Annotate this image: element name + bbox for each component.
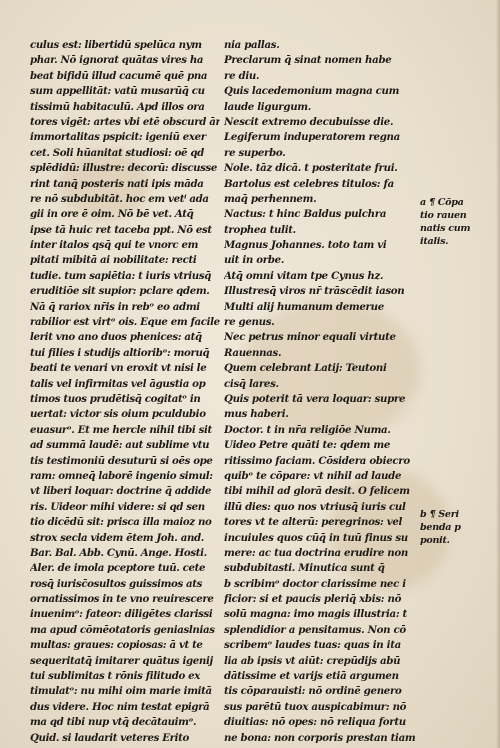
- text-line: tores vigēt: artes vbi etē obscurd ār: [30, 115, 220, 128]
- text-line: mere: ac tua doctrina erudire non: [224, 546, 409, 559]
- text-line: beat bifidū illud cacumē quē pna: [30, 69, 208, 82]
- text-line: cisq̄ lares.: [224, 377, 279, 390]
- text-line: ipse tā huic ret taceba ppt. Nō est: [30, 223, 212, 236]
- text-line: re genus.: [224, 316, 275, 329]
- text-line: dātissime et varijs etiā argumen: [224, 670, 399, 683]
- text-line: inuenimᵒ: fateor: diligētes clarissi: [30, 608, 213, 621]
- text-line: inter italos qsq̄ qui te vnorc em: [30, 239, 199, 252]
- text-line: splēdidū: illustre: decorū: discusse: [30, 162, 218, 175]
- text-line: ma qd tibi nup vtq̄ decātauimᵒ.: [30, 716, 197, 729]
- text-line: pitati mibitā ai nobilitate: recti: [30, 254, 197, 267]
- text-line: dus videre. Hoc nim testat epigrā: [30, 700, 210, 713]
- text-line: lia ab ipsis vt aiūt: crepūdijs abū: [224, 654, 401, 667]
- text-line: immortalitas pspicit: igeniū exer: [30, 131, 206, 144]
- text-line: vt liberi loquar: doctrine q̄ addide: [30, 485, 212, 498]
- text-line: Quis poterit tā vera loquar: supre: [224, 392, 406, 405]
- text-line: Nactus: t hinc Baldus pulchra: [224, 208, 387, 221]
- text-line: nia pallas.: [224, 39, 280, 51]
- text-line: euasurᵒ. Et me hercle nihil tibi sit: [30, 423, 212, 436]
- text-line: incuiules quos cūq̄ in tuū finus su: [224, 531, 408, 544]
- text-line: phar. Nō ignorat quātas vires ha: [30, 54, 204, 67]
- text-line: ritissimo faciam. Cōsidera obiecro: [224, 454, 410, 467]
- margin-note-line: italis.: [420, 236, 449, 247]
- right-text-column: [224, 38, 420, 746]
- text-line: trophea tulit.: [224, 223, 296, 236]
- text-line: scribemᵒ laudes tuas: quas in ita: [224, 639, 401, 652]
- text-line: tis cōparauisti: nō ordinē genero: [224, 685, 402, 698]
- left-text-column: [30, 38, 220, 746]
- text-line: talis vel infirmitas vel āgustia op: [30, 377, 206, 390]
- text-line: tio dicēdū sit: prisca illa maioz no: [30, 516, 212, 529]
- text-line: maq̄ perhennem.: [224, 192, 317, 205]
- text-line: b scribimᵒ doctor clarissime nec i: [224, 577, 406, 590]
- margin-note-line: ponit.: [420, 535, 450, 546]
- margin-note-line: tio rauen: [420, 210, 467, 221]
- text-line: re diu.: [224, 69, 260, 82]
- text-line: Bartolus est celebres titulos: fa: [224, 177, 394, 190]
- text-line: Magnus Johannes. toto tam vi: [224, 239, 387, 252]
- text-line: sum appellitāt: vatū musarūq̄ cu: [30, 85, 205, 98]
- text-line: quibᵒ te cōpare: vt nihil ad laude: [224, 469, 402, 482]
- text-line: Preclarum q̄ sinat nomen habe: [224, 54, 392, 67]
- text-line: tores vt te alterū: peregrinos: vel: [224, 516, 403, 529]
- text-line: Nā q̄ rariox nr̄is in rebᵒ eo admi: [30, 300, 200, 313]
- text-line: re superbo.: [224, 146, 286, 159]
- text-line: ris. Uideor mihi videre: si qd sen: [30, 500, 205, 513]
- text-line: beati te venari vn eroxit vt nisi le: [30, 362, 207, 375]
- text-line: Quis lacedemonium magna cum: [224, 85, 400, 98]
- text-line: Uideo Petre quāti te: qdem me: [224, 439, 391, 452]
- margin-note-line: b ¶ Seri: [420, 509, 459, 520]
- text-line: Atq̄ omni vitam tpe Cynus hz.: [224, 269, 384, 282]
- text-line: splendidior a pensitamus. Non cō: [224, 623, 406, 636]
- text-line: Rauennas.: [224, 346, 282, 359]
- text-line: diuitias: nō opes: nō reliqua fortu: [224, 716, 406, 729]
- text-line: tui filies i studijs altioribᵒ: moruq̄: [30, 346, 210, 359]
- margin-note-line: natis cum: [420, 223, 471, 234]
- text-line: solū magna: imo magis illustria: t: [224, 608, 407, 621]
- text-line: strox secla videm ētem Joh. and.: [30, 531, 204, 544]
- text-line: Quem celebrant Latij: Teutoni: [224, 362, 387, 375]
- text-line: Bar. Bal. Abb. Cynū. Ange. Hosti.: [30, 546, 207, 559]
- text-line: tibi mihil ad glorā desit. O felicem: [224, 485, 410, 498]
- text-line: Nec petrus minor equali virtute: [224, 331, 396, 344]
- text-line: Doctor. t in nr̄a religiōe Numa.: [224, 423, 391, 436]
- text-line: uit in orbe.: [224, 254, 285, 267]
- text-line: tudie. tum sapiētia: t iuris vtriusq̄: [30, 269, 211, 282]
- text-line: re nō subdubitāt. hoc em vetⁱ ada: [30, 192, 209, 205]
- text-line: Illustresq̄ viros nr̄ trāscēdit iason: [224, 285, 405, 298]
- text-line: rabilior est virtᵒ ois. Eque em facile: [30, 316, 220, 329]
- text-line: illū dies: quo nos vtriusq̄ iuris cul: [224, 500, 406, 513]
- margin-note-line: a ¶ Cōpa: [420, 197, 464, 208]
- margin-note-writing: [420, 508, 498, 547]
- text-line: rint tanq̄ posteris nati ipis māda: [30, 177, 204, 190]
- text-line: mus haberi.: [224, 408, 289, 421]
- text-line: sus parētū tuox auspicabimur: nō: [224, 700, 407, 713]
- page-edge-shadow: [496, 0, 500, 748]
- text-line: eruditiōe sit supior: pclare qdem.: [30, 285, 210, 298]
- text-line: tui sublimitas t rōnis filitudo ex: [30, 670, 200, 683]
- text-line: ne bona: non corporis prestan tiam: [224, 731, 416, 744]
- text-line: uertat: victor sis oium pculdubio: [30, 408, 206, 421]
- text-line: Legiferum induperatorem regna: [224, 131, 400, 144]
- text-line: multas: graues: copiosas: ā vt te: [30, 639, 203, 652]
- text-line: Quid. si laudarit veteres Erito: [30, 731, 189, 744]
- text-line: ad summā laudē: aut sublime vtu: [30, 439, 210, 452]
- text-line: subdubitasti. Minutica sunt q̄: [224, 562, 385, 575]
- text-line: timos tuos prudētisq̄ cogitatᵒ in: [30, 392, 201, 405]
- text-line: ma apud cōmēotatoris geniaslnias: [30, 623, 215, 636]
- text-line: timulatᵒ: nu mihi oim marie imitā: [30, 685, 212, 698]
- margin-note-comparison: [420, 196, 498, 248]
- text-line: sequeritatq̄ imitarer quātus igenij: [30, 654, 213, 667]
- margin-note-line: benda p: [420, 522, 461, 533]
- text-line: tis testimoniū desuturū si oēs ope: [30, 454, 213, 467]
- text-line: Aler. de imola pceptore tuū. cete: [30, 562, 206, 575]
- text-line: cet. Soli hūanitat studiosi: oē qd: [30, 146, 204, 159]
- text-line: rosq̄ iurisc̄osultos guissimos ats: [30, 577, 203, 590]
- text-line: ram: omneq̄ laborē ingenio simul:: [30, 469, 213, 482]
- text-line: Nescit extremo decubuisse die.: [224, 115, 394, 128]
- text-line: tissimū habitaculū. Apd illos ora: [30, 100, 205, 113]
- text-line: Nole. tāz dicā. t posteritate frui.: [224, 162, 398, 175]
- text-line: culus est: libertidū spelūca nym: [30, 39, 202, 51]
- text-line: gii in ore ē oim. Nō bē vet. Atq̄: [30, 208, 194, 221]
- text-line: lerit vno ano duos phenices: atq̄: [30, 331, 202, 344]
- text-line: ficior: si et paucis pleriq̄ xbis: nō: [224, 593, 402, 606]
- text-line: ornatissimos in te vno reuirescere: [30, 593, 214, 606]
- text-line: laude ligurgum.: [224, 100, 312, 113]
- text-line: Multi alij humanum demerue: [224, 300, 384, 313]
